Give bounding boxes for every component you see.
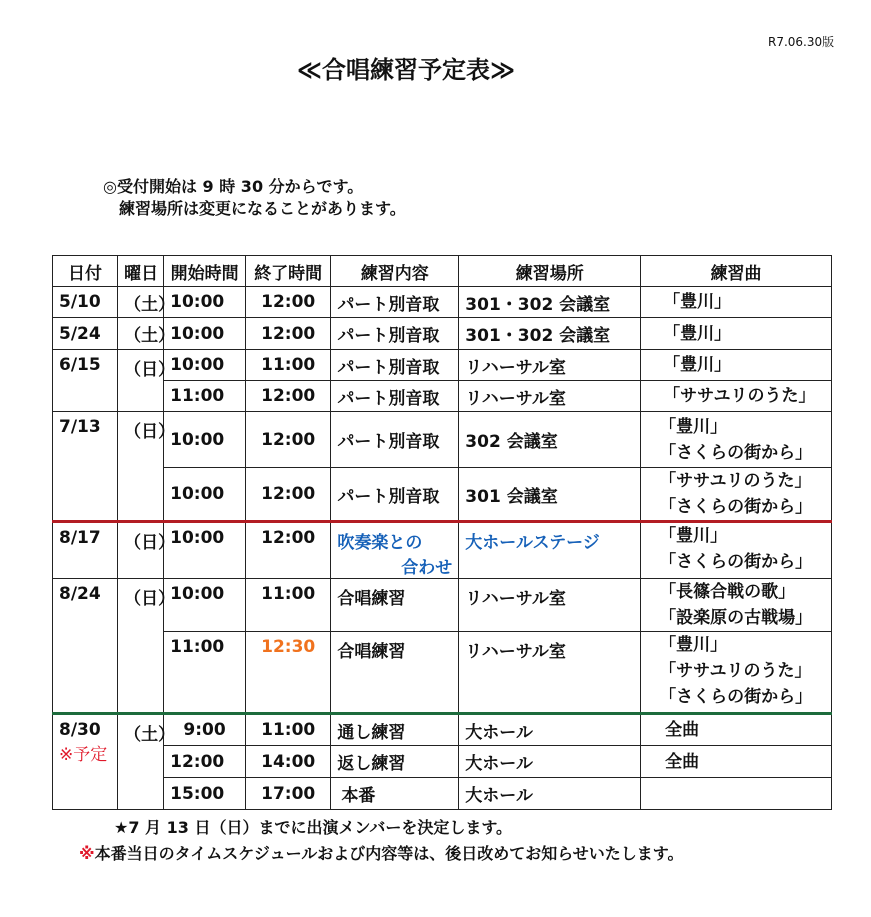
date-cell: 5/24 xyxy=(53,318,118,350)
day-cell: （日） xyxy=(118,412,164,522)
header-end: 終了時間 xyxy=(246,256,331,287)
song-title: 「さくらの街から」 xyxy=(659,552,813,572)
table-row xyxy=(53,746,832,778)
songs-cell xyxy=(641,318,832,350)
song-title: 「ササユリのうた」 xyxy=(659,471,812,491)
end-cell: 17:00 xyxy=(246,778,331,810)
start-cell: 15:00 xyxy=(164,778,246,810)
end-cell: 11:00 xyxy=(246,350,331,381)
table-row xyxy=(53,632,832,714)
day-cell: （土） xyxy=(118,714,164,810)
place-cell: 大ホールステージ xyxy=(459,522,641,579)
content-cell: パート別音取 xyxy=(331,381,459,412)
songs-cell xyxy=(641,778,832,810)
songs-cell xyxy=(641,746,832,778)
place-cell: リハーサル室 xyxy=(459,579,641,632)
songs-cell xyxy=(641,287,832,318)
song-title: 全曲 xyxy=(665,720,700,740)
content-cell: 合唱練習 xyxy=(331,632,459,714)
header-place: 練習場所 xyxy=(459,256,641,287)
content-cell: パート別音取 xyxy=(331,412,459,468)
end-cell: 12:00 xyxy=(246,287,331,318)
header-start: 開始時間 xyxy=(164,256,246,287)
content-cell: 返し練習 xyxy=(331,746,459,778)
page-title: ≪合唱練習予定表≫ xyxy=(296,56,516,84)
date-cell: 8/17 xyxy=(53,522,118,579)
songs-cell xyxy=(641,579,832,632)
songs-cell xyxy=(641,468,832,522)
date-cell: 5/10 xyxy=(53,287,118,318)
table-row xyxy=(53,412,832,468)
day-cell: （日） xyxy=(118,350,164,412)
footer-line-2 xyxy=(79,841,684,864)
song-title: 「豊川」 xyxy=(663,355,732,375)
start-cell: 12:00 xyxy=(164,746,246,778)
start-cell: 11:00 xyxy=(164,381,246,412)
date-text: 8/30 xyxy=(59,720,101,740)
header-row xyxy=(53,256,832,287)
end-cell: 11:00 xyxy=(246,714,331,746)
songs-cell xyxy=(641,350,832,381)
end-cell: 12:00 xyxy=(246,468,331,522)
end-cell: 12:00 xyxy=(246,318,331,350)
tentative-note: ※予定 xyxy=(59,745,108,765)
notes xyxy=(103,176,406,220)
place-cell: 大ホール xyxy=(459,778,641,810)
songs-cell xyxy=(641,412,832,468)
song-title: 「豊川」 xyxy=(663,292,732,312)
place-cell: リハーサル室 xyxy=(459,381,641,412)
start-cell: 11:00 xyxy=(164,632,246,714)
header-day: 曜日 xyxy=(118,256,164,287)
day-cell: （土） xyxy=(118,287,164,318)
song-title: 「ササユリのうた」 xyxy=(663,386,816,406)
table-row xyxy=(53,350,832,381)
place-cell: 大ホール xyxy=(459,714,641,746)
header-songs: 練習曲 xyxy=(641,256,832,287)
song-title: 「豊川」 xyxy=(659,635,728,655)
end-cell: 12:00 xyxy=(246,381,331,412)
table-row xyxy=(53,468,832,522)
start-cell: 10:00 xyxy=(164,412,246,468)
reference-mark: ※ xyxy=(79,844,95,863)
table-row xyxy=(53,714,832,746)
content-line-2: 合わせ xyxy=(401,558,453,578)
table-row xyxy=(53,778,832,810)
songs-cell xyxy=(641,381,832,412)
table-row xyxy=(53,522,832,579)
song-title: 「設楽原の古戦場」 xyxy=(659,608,813,628)
song-title: 「豊川」 xyxy=(659,526,728,546)
day-cell: （土） xyxy=(118,318,164,350)
song-title: 「さくらの街から」 xyxy=(659,687,813,707)
song-title: 「ササユリのうた」 xyxy=(659,661,812,681)
table-row xyxy=(53,287,832,318)
place-cell: 301・302 会議室 xyxy=(459,287,641,318)
content-cell: パート別音取 xyxy=(331,318,459,350)
content-cell: 本番 xyxy=(331,778,459,810)
start-cell: 10:00 xyxy=(164,350,246,381)
content-cell: パート別音取 xyxy=(331,287,459,318)
place-cell: 301 会議室 xyxy=(459,468,641,522)
song-title: 「豊川」 xyxy=(663,323,732,344)
song-title: 「長篠合戦の歌」 xyxy=(659,582,796,602)
start-cell: 10:00 xyxy=(164,468,246,522)
end-cell: 12:00 xyxy=(246,412,331,468)
content-cell: 通し練習 xyxy=(331,714,459,746)
note-line-2: 練習場所は変更になることがあります。 xyxy=(119,199,406,218)
header-date: 日付 xyxy=(53,256,118,287)
note-line-1: ◎受付開始は 9 時 30 分からです。 xyxy=(103,177,364,196)
day-cell: （日） xyxy=(118,522,164,579)
song-title: 「さくらの街から」 xyxy=(659,497,813,517)
place-cell: リハーサル室 xyxy=(459,632,641,714)
schedule-table xyxy=(52,255,832,810)
start-cell: 9:00 xyxy=(164,714,246,746)
end-cell: 12:00 xyxy=(246,522,331,579)
date-cell: 8/24 xyxy=(53,579,118,714)
content-line-1: 吹奏楽との xyxy=(337,533,423,553)
date-cell: 7/13 xyxy=(53,412,118,522)
day-cell: （日） xyxy=(118,579,164,714)
table-row xyxy=(53,318,832,350)
content-cell xyxy=(331,522,459,579)
version-label: R7.06.30版 xyxy=(768,35,835,49)
content-cell: パート別音取 xyxy=(331,468,459,522)
table-row xyxy=(53,579,832,632)
content-cell: 合唱練習 xyxy=(331,579,459,632)
end-cell: 11:00 xyxy=(246,579,331,632)
date-cell: 6/15 xyxy=(53,350,118,412)
songs-cell xyxy=(641,632,832,714)
song-title: 「さくらの街から」 xyxy=(659,442,813,463)
content-cell: パート別音取 xyxy=(331,350,459,381)
start-cell: 10:00 xyxy=(164,287,246,318)
table-row xyxy=(53,381,832,412)
start-cell: 10:00 xyxy=(164,318,246,350)
song-title: 全曲 xyxy=(665,751,700,772)
footer-line-1: ★7 月 13 日（日）までに出演メンバーを決定します。 xyxy=(114,818,513,837)
footer-line-2-text: 本番当日のタイムスケジュールおよび内容等は、後日改めてお知らせいたします。 xyxy=(94,844,684,863)
header-content: 練習内容 xyxy=(331,256,459,287)
place-cell: リハーサル室 xyxy=(459,350,641,381)
song-title: 「豊川」 xyxy=(659,416,728,437)
date-cell xyxy=(53,714,118,810)
songs-cell xyxy=(641,714,832,746)
end-cell: 12:30 xyxy=(246,632,331,714)
songs-cell xyxy=(641,522,832,579)
place-cell: 301・302 会議室 xyxy=(459,318,641,350)
end-cell: 14:00 xyxy=(246,746,331,778)
place-cell: 302 会議室 xyxy=(459,412,641,468)
start-cell: 10:00 xyxy=(164,579,246,632)
place-cell: 大ホール xyxy=(459,746,641,778)
start-cell: 10:00 xyxy=(164,522,246,579)
